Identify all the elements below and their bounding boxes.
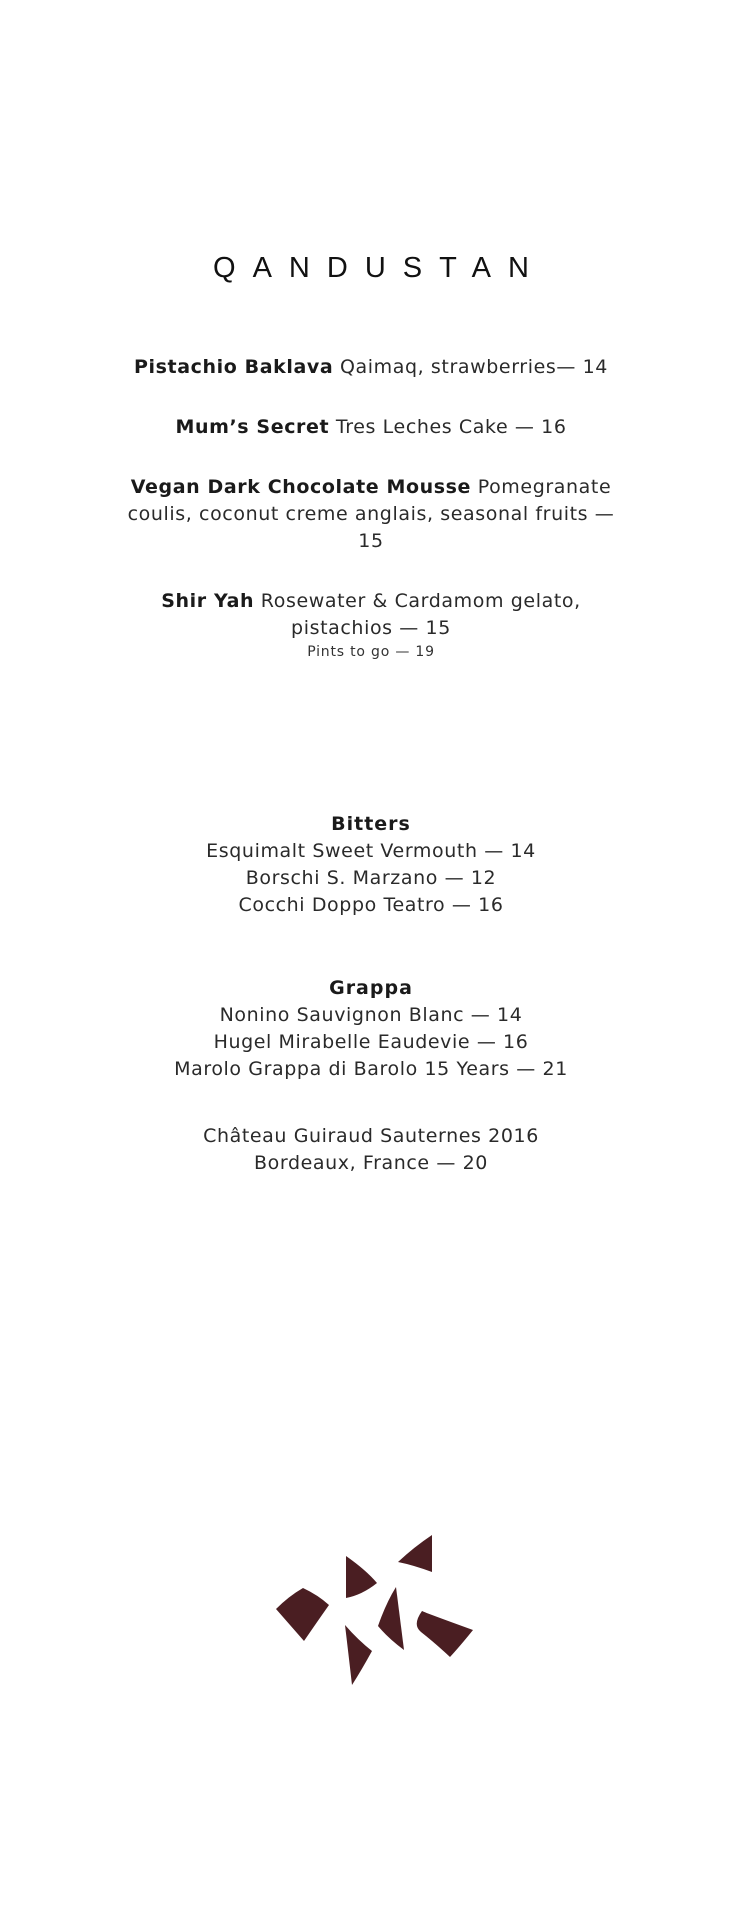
logo-shard xyxy=(398,1535,432,1572)
menu-line: Borschi S. Marzano — 12 xyxy=(245,867,497,889)
menu-line: Bordeaux, France — 20 xyxy=(254,1152,488,1174)
menu-line: Nonino Sauvignon Blanc — 14 xyxy=(219,1004,523,1026)
logo-shard xyxy=(276,1588,329,1641)
menu-line: Marolo Grappa di Barolo 15 Years — 21 xyxy=(174,1058,568,1080)
grappa-section xyxy=(0,975,742,1083)
dessert-item xyxy=(131,354,611,381)
menu-line: Esquimalt Sweet Vermouth — 14 xyxy=(206,840,536,862)
restaurant-title: QANDUSTAN xyxy=(213,252,546,284)
dessert-description: Rosewater & Cardamom gelato, pistachios — 15 xyxy=(260,590,581,639)
section-heading: Bitters xyxy=(331,813,411,835)
section-heading: Grappa xyxy=(329,977,413,999)
dessert-item xyxy=(131,414,611,441)
dessert-description: Qaimaq, strawberries— 14 xyxy=(339,356,608,378)
logo-shard xyxy=(345,1625,372,1685)
dessert-name: Shir Yah xyxy=(161,590,255,612)
bitters-section xyxy=(0,811,742,919)
scattered-shards-logo-icon xyxy=(270,1530,480,1690)
logo-shard xyxy=(378,1587,404,1650)
menu-line: Château Guiraud Sauternes 2016 xyxy=(203,1125,539,1147)
dessert-description: Pomegranate coulis, coconut creme anglais, seasonal fruits — 15 xyxy=(127,476,615,552)
dessert-name: Mum’s Secret xyxy=(175,416,330,438)
menu-line: Cocchi Doppo Teatro — 16 xyxy=(238,894,504,916)
dessert-item xyxy=(161,588,581,642)
logo-shard xyxy=(346,1556,377,1598)
dessert-name: Pistachio Baklava xyxy=(134,356,334,378)
logo-shard xyxy=(417,1611,473,1657)
menu-line: Hugel Mirabelle Eaudevie — 16 xyxy=(213,1031,529,1053)
dessert-item xyxy=(126,474,616,555)
dessert-wine-section xyxy=(0,1123,742,1177)
dessert-name: Vegan Dark Chocolate Mousse xyxy=(130,476,472,498)
dessert-description: Tres Leches Cake — 16 xyxy=(335,416,567,438)
dessert-list xyxy=(0,354,742,661)
pints-note: Pints to go — 19 xyxy=(307,644,435,660)
